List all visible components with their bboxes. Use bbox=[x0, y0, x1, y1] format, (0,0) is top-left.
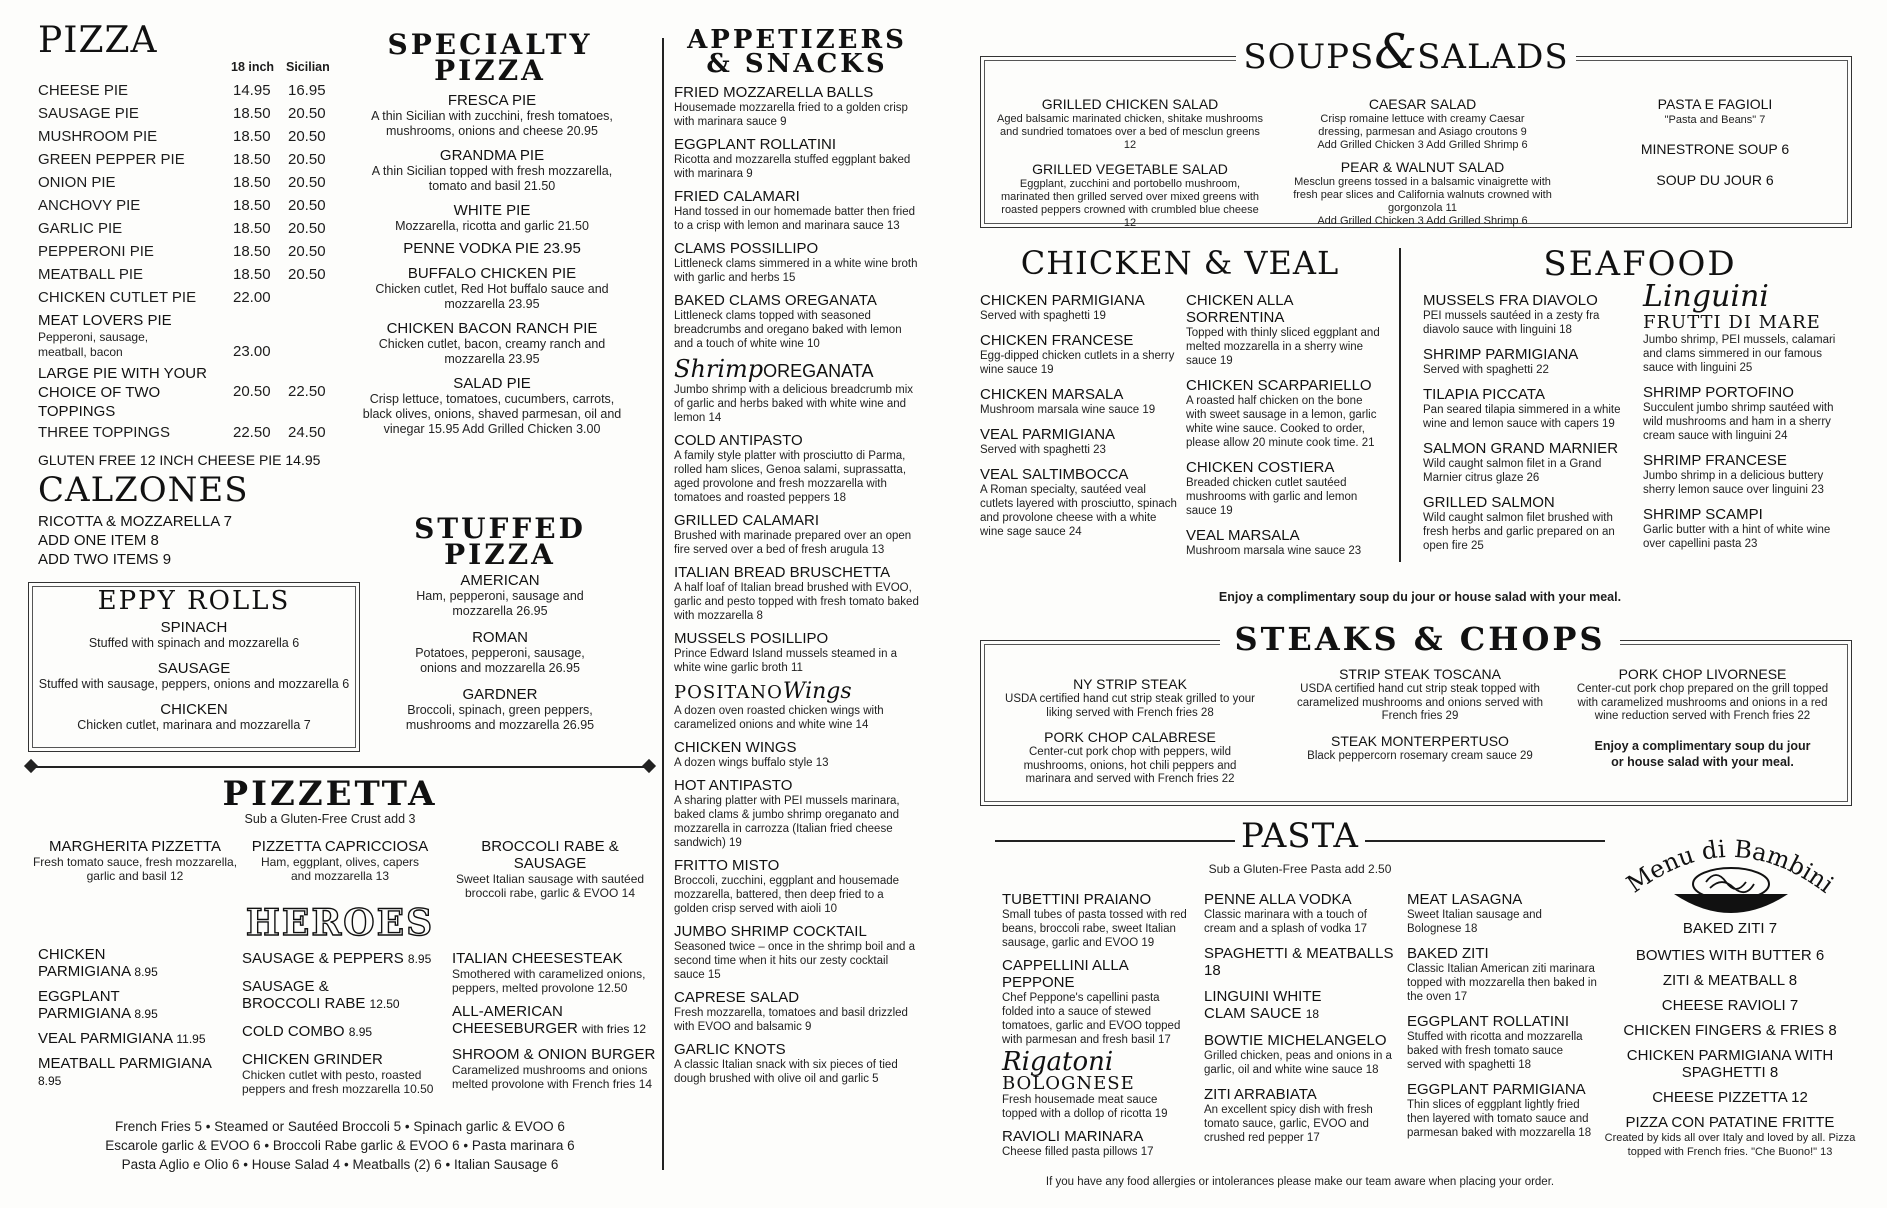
appetizer-item: EGGPLANT ROLLATINI Ricotta and mozzarella stuffed eggplant baked with marinara 9 bbox=[674, 136, 911, 180]
pizza-row: PEPPERONI PIE 18.50 20.50 bbox=[38, 243, 326, 260]
pizza-row-meat-lovers: MEAT LOVERS PIE Pepperoni, sausage, meatball, bacon 23.00 bbox=[38, 312, 271, 360]
pasta-item: RAVIOLI MARINARA Cheese filled pasta pillows 17 bbox=[1002, 1128, 1154, 1158]
allergy-note: If you have any food allergies or intolerances please make our team aware when placing your order. bbox=[1045, 1176, 1555, 1188]
pasta-title: PASTA bbox=[1241, 816, 1359, 856]
chicken-item: VEAL PARMIGIANA Served with spaghetti 23 bbox=[980, 426, 1116, 456]
hero-item: SHROOM & ONION BURGER Caramelized mushrooms and onions melted provolone with French fries 14 bbox=[452, 1046, 656, 1091]
appetizer-item: ITALIAN BREAD BRUSCHETTA A half loaf of Italian bread brushed with EVOO, garlic and pesto topped with fresh tomato baked with mozzarella 8 bbox=[674, 564, 919, 622]
appetizer-item: GRILLED CALAMARI Brushed with marinade prepared over an open fire served over a bed of fresh arugula 13 bbox=[674, 512, 912, 556]
heroes-col-3 bbox=[452, 950, 662, 1091]
heroes-title: HEROES bbox=[245, 902, 435, 944]
appetizer-item: CHICKEN WINGS A dozen wings buffalo style 13 bbox=[674, 739, 829, 769]
calzones-title: CALZONES bbox=[38, 470, 249, 510]
pizzetta-item: PIZZETTA CAPRICCIOSA Ham, eggplant, olives, capers and mozzarella 13 bbox=[251, 838, 429, 883]
bambini-item: CHICKEN PARMIGIANA WITH SPAGHETTI 8 bbox=[1626, 1047, 1834, 1081]
sides-line: French Fries 5 • Steamed or Sautéed Broccoli 5 • Spinach garlic & EVOO 6 bbox=[115, 1119, 565, 1134]
pasta-item: Rigatoni BOLOGNESE Fresh housemade meat sauce topped with a dollop of ricotta 19 bbox=[1002, 1047, 1168, 1120]
pizza-header-sicilian: Sicilian bbox=[286, 60, 330, 74]
appetizer-item: FRIED MOZZARELLA BALLS Housemade mozzarella fried to a golden crisp with marinara sauce 9 bbox=[674, 84, 908, 128]
heroes-col-2 bbox=[242, 950, 442, 1096]
chicken-item: VEAL SALTIMBOCCA A Roman specialty, sautéed veal cutlets layered with prosciutto, spinach and provolone cheese with a white wine sage sauce 24 bbox=[980, 466, 1177, 538]
specialty-item: GRANDMA PIE A thin Sicilian topped with fresh mozzarella, tomato and basil 21.50 bbox=[371, 147, 613, 193]
soups-col-2 bbox=[1285, 96, 1560, 228]
chicken-item: VEAL MARSALA Mushroom marsala wine sauce 23 bbox=[1186, 527, 1362, 557]
pasta-sub: Sub a Gluten-Free Pasta add 2.50 bbox=[1208, 862, 1392, 876]
pizza-row: ONION PIE 18.50 20.50 bbox=[38, 174, 326, 191]
seafood-title: SEAFOOD bbox=[1543, 244, 1737, 284]
pizza-row: ANCHOVY PIE 18.50 20.50 bbox=[38, 197, 326, 214]
pizza-row: GREEN PEPPER PIE 18.50 20.50 bbox=[38, 151, 326, 168]
steak-item: PORK CHOP LIVORNESE Center-cut pork chop prepared on the grill topped with caramelized mushrooms and onions in a red wine reduction served with French fries 22 bbox=[1576, 666, 1829, 722]
calzone-item: RICOTTA & MOZZARELLA 7 bbox=[38, 513, 232, 530]
pasta-item: BOWTIE MICHELANGELO Grilled chicken, peas and onions in a garlic, oil and white wine sauce 18 bbox=[1204, 1032, 1392, 1076]
salad-item: GRILLED VEGETABLE SALAD Eggplant, zucchini and portobello mushroom, marinated then grilled served over mixed greens with roasted peppers crowned with crumbled blue cheese 12 bbox=[1000, 161, 1260, 229]
pizza-row: CHICKEN CUTLET PIE 22.00 bbox=[38, 289, 271, 306]
pizzetta-title: PIZZETTA bbox=[222, 774, 438, 814]
pizza-row-three: THREE TOPPINGS 22.50 24.50 bbox=[38, 424, 326, 441]
chicken-item: CHICKEN SCARPARIELLO A roasted half chicken on the bone with sweet sausage in a lemon, garlic white wine sauce. Cooked to order, please allow 20 minute cook time. 21 bbox=[1186, 377, 1377, 449]
seafood-item: SHRIMP PARMIGIANA Served with spaghetti 22 bbox=[1423, 346, 1579, 376]
pizza-row-large: LARGE PIE WITH YOUR CHOICE OF TWO TOPPINGS 20.50 22.50 bbox=[38, 365, 326, 420]
eppy-rolls-title: EPPY ROLLS bbox=[97, 586, 291, 616]
pizzetta-item: BROCCOLI RABE & SAUSAGE Sweet Italian sausage with sautéed broccoli rabe, garlic & EVOO 14 bbox=[455, 838, 645, 900]
sides-line: Escarole garlic & EVOO 6 • Broccoli Rabe garlic & EVOO 6 • Pasta marinara 6 bbox=[105, 1138, 575, 1153]
appetizers-title: APPETIZERS & SNACKS bbox=[687, 25, 907, 79]
pasta-rule-left bbox=[995, 840, 1235, 842]
seafood-item: GRILLED SALMON Wild caught salmon filet brushed with fresh herbs and garlic prepared on an open fire 25 bbox=[1423, 494, 1615, 552]
stuffed-pizza-list bbox=[375, 572, 625, 733]
appetizer-item: GARLIC KNOTS A classic Italian snack with six pieces of tied dough brushed with olive oil and garlic 5 bbox=[674, 1041, 898, 1085]
hero-item: SAUSAGE & BROCCOLI RABE 12.50 bbox=[242, 978, 400, 1012]
seafood-col-2 bbox=[1643, 279, 1848, 551]
enjoy-note-1: Enjoy a complimentary soup du jour or house salad with your meal. bbox=[1218, 590, 1622, 604]
specialty-item: PENNE VODKA PIE 23.95 bbox=[403, 240, 581, 257]
soup-item: PASTA E FAGIOLI "Pasta and Beans" 7 bbox=[1657, 96, 1773, 126]
steaks-col-2 bbox=[1290, 666, 1550, 763]
steak-item: PORK CHOP CALABRESE Center-cut pork chop with peppers, wild mushrooms, onions, hot chili peppers and marinara and served with French fries 22 bbox=[1023, 729, 1237, 785]
salad-item: CAESAR SALAD Crisp romaine lettuce with creamy Caesar dressing, parmesan and Asiago croutons 9 Add Grilled Chicken 3 Add Grilled Shrimp 6 bbox=[1317, 96, 1528, 151]
seafood-item: SHRIMP PORTOFINO Succulent jumbo shrimp sautéed with wild mushrooms and ham in a sherry cream sauce with linguini 24 bbox=[1643, 384, 1834, 442]
hero-item: MEATBALL PARMIGIANA 8.95 bbox=[38, 1055, 212, 1088]
hero-item: VEAL PARMIGIANA 11.95 bbox=[38, 1030, 206, 1047]
pasta-item: BAKED ZITI Classic Italian American ziti marinara topped with mozzarella then baked in the oven 17 bbox=[1407, 945, 1597, 1003]
steaks-col-3 bbox=[1570, 666, 1835, 770]
pizza-gluten-free: GLUTEN FREE 12 INCH CHEESE PIE 14.95 bbox=[38, 452, 321, 468]
steak-item: STEAK MONTERPERTUSO Black peppercorn rosemary cream sauce 29 bbox=[1307, 732, 1533, 762]
pizza-price-list bbox=[38, 79, 343, 469]
pasta-item: PENNE ALLA VODKA Classic marinara with a touch of cream and a splash of vodka 17 bbox=[1204, 891, 1368, 935]
pizza-row: GARLIC PIE 18.50 20.50 bbox=[38, 220, 326, 237]
seafood-item: MUSSELS FRA DIAVOLO PEI mussels sautéed in a zesty fra diavolo sauce with linguini 18 bbox=[1423, 292, 1600, 336]
pasta-item: EGGPLANT PARMIGIANA Thin slices of eggplant lightly fried then layered with tomato sauce and parmesan baked with mozzarella 18 bbox=[1407, 1081, 1592, 1139]
seafood-item: TILAPIA PICCATA Pan seared tilapia simmered in a white wine and lemon sauce with capers 19 bbox=[1423, 386, 1621, 430]
bambini-item: BOWTIES WITH BUTTER 6 bbox=[1635, 947, 1825, 964]
seafood-item: SHRIMP SCAMPI Garlic butter with a hint of white wine over capellini pasta 23 bbox=[1643, 506, 1831, 550]
pasta-item: SPAGHETTI & MEATBALLS 18 bbox=[1204, 945, 1394, 979]
bambini-item: PIZZA CON PATATINE FRITTE Created by kids all over Italy and loved by all. Pizza topped with French fries. "Che Buono!" 13 bbox=[1604, 1114, 1856, 1158]
seafood-col-1 bbox=[1423, 292, 1628, 553]
column-divider bbox=[662, 38, 664, 1170]
salad-item: PEAR & WALNUT SALAD Mesclun greens tossed in a balsamic vinaigrette with fresh pear slices and California walnuts crowned with gorgonzola 11 Add Grilled Chicken 3 Add Grilled Shrimp 6 bbox=[1293, 159, 1552, 227]
pasta-col-1 bbox=[1002, 891, 1194, 1159]
left-divider bbox=[30, 766, 650, 768]
hero-item: SAUSAGE & PEPPERS 8.95 bbox=[242, 950, 432, 967]
appetizer-item: ShrimpOREGANATA Jumbo shrimp with a delicious breadcrumb mix of garlic and herbs baked with white wine and lemon 14 bbox=[674, 355, 914, 424]
calzone-item: ADD TWO ITEMS 9 bbox=[38, 551, 172, 568]
steak-item: NY STRIP STEAK USDA certified hand cut strip steak grilled to your liking served with French fries 28 bbox=[1005, 676, 1255, 719]
appetizer-item: COLD ANTIPASTO A family style platter with prosciutto di Parma, rolled ham slices, Genoa salami, suprassatta, aged provolone and fresh mozzarella with tomatoes and roasted peppers 18 bbox=[674, 432, 907, 504]
chicken-veal-title: CHICKEN & VEAL bbox=[1020, 244, 1340, 282]
pizza-title: PIZZA bbox=[38, 20, 158, 61]
eppy-item: SPINACH Stuffed with spinach and mozzarella 6 bbox=[88, 619, 300, 650]
sides-line: Pasta Aglio e Olio 6 • House Salad 4 • Meatballs (2) 6 • Italian Sausage 6 bbox=[121, 1157, 559, 1172]
pasta-item: MEAT LASAGNA Sweet Italian sausage and Bolognese 18 bbox=[1407, 891, 1542, 935]
soups-col-1 bbox=[995, 96, 1265, 230]
specialty-pizza-title: SPECIALTY PIZZA bbox=[387, 28, 593, 87]
sides-list bbox=[60, 1117, 620, 1174]
seafood-item: SHRIMP FRANCESE Jumbo shrimp in a delicious buttery sherry lemon sauce over linguini 23 bbox=[1643, 452, 1824, 496]
bambini-item: CHEESE RAVIOLI 7 bbox=[1661, 997, 1799, 1014]
pasta-col-3 bbox=[1407, 891, 1599, 1140]
appetizer-item: HOT ANTIPASTO A sharing platter with PEI mussels marinara, baked clams & jumbo shrimp oreganato and mozzarella in carrozza (Italian fried cheese sandwich) 19 bbox=[674, 777, 900, 849]
calzone-item: ADD ONE ITEM 8 bbox=[38, 532, 159, 549]
eppy-rolls-box bbox=[28, 586, 360, 732]
pasta-item: LINGUINI WHITE CLAM SAUCE 18 bbox=[1204, 988, 1322, 1022]
steaks-col-1 bbox=[1000, 676, 1260, 787]
hero-item: CHICKEN GRINDER Chicken cutlet with pesto, roasted peppers and fresh mozzarella 10.50 bbox=[242, 1051, 434, 1096]
pasta-rule-right bbox=[1365, 840, 1605, 842]
hero-item: CHICKEN PARMIGIANA 8.95 bbox=[38, 946, 158, 980]
stuffed-item: ROMAN Potatoes, pepperoni, sausage, onions and mozzarella 26.95 bbox=[415, 629, 585, 675]
heroes-col-1 bbox=[38, 946, 238, 1090]
chicken-item: CHICKEN ALLA SORRENTINA Topped with thinly sliced eggplant and melted mozzarella in a sherry wine sauce 19 bbox=[1186, 292, 1380, 367]
bambini-item: ZITI & MEATBALL 8 bbox=[1662, 972, 1798, 989]
divider-arrow-icon bbox=[24, 759, 38, 773]
pizzetta-sub: Sub a Gluten-Free Crust add 3 bbox=[244, 812, 416, 826]
pasta-item: CAPPELLINI ALLA PEPPONE Chef Peppone's capellini pasta folded into a sauce of stewed tomatoes, garlic and EVOO topped with parmesan and fresh basil 17 bbox=[1002, 957, 1181, 1046]
seafood-item-linguini: Linguini FRUTTI DI MARE Jumbo shrimp, PEI mussels, calamari and clams simmered in our famous sauce with linguini 25 bbox=[1643, 279, 1836, 374]
calzones-list bbox=[38, 512, 232, 569]
appetizers-list bbox=[674, 84, 919, 1086]
salad-item: GRILLED CHICKEN SALAD Aged balsamic marinated chicken, shitake mushrooms and sundried tomatoes over a bed of mesclun greens 12 bbox=[997, 96, 1263, 151]
bambini-item: CHEESE PIZZETTA 12 bbox=[1652, 1089, 1808, 1106]
pasta-col-2 bbox=[1204, 891, 1396, 1145]
hero-item: EGGPLANT PARMIGIANA 8.95 bbox=[38, 988, 158, 1022]
eppy-item: SAUSAGE Stuffed with sausage, peppers, onions and mozzarella 6 bbox=[38, 660, 350, 691]
chicken-col-2 bbox=[1186, 292, 1386, 558]
specialty-item: WHITE PIE Mozzarella, ricotta and garlic 21.50 bbox=[395, 202, 589, 233]
appetizer-item: JUMBO SHRIMP COCKTAIL Seasoned twice – once in the shrimp boil and a second time when it hits our zesty cocktail sauce 15 bbox=[674, 923, 916, 981]
specialty-item: FRESCA PIE A thin Sicilian with zucchini, fresh tomatoes, mushrooms, onions and cheese 20.95 bbox=[371, 92, 613, 138]
bambini-item: CHICKEN FINGERS & FRIES 8 bbox=[1623, 1022, 1837, 1039]
stuffed-item: GARDNER Broccoli, spinach, green peppers, mushrooms and mozzarella 26.95 bbox=[405, 686, 595, 732]
pizza-row: SAUSAGE PIE 18.50 20.50 bbox=[38, 105, 326, 122]
bambini-item: BAKED ZITI 7 bbox=[1682, 920, 1778, 937]
pizza-header-18-inch: 18 inch bbox=[231, 60, 275, 74]
chicken-item: CHICKEN COSTIERA Breaded chicken cutlet sautéed mushrooms with garlic and lemon sauce 19 bbox=[1186, 459, 1358, 517]
pasta-bowl-icon bbox=[1666, 862, 1796, 922]
pizza-row: MEATBALL PIE 18.50 20.50 bbox=[38, 266, 326, 283]
chicken-item: CHICKEN MARSALA Mushroom marsala wine sauce 19 bbox=[980, 386, 1156, 416]
chicken-col-1 bbox=[980, 292, 1180, 539]
soup-item: MINESTRONE SOUP 6 bbox=[1640, 141, 1790, 157]
divider-arrow-icon bbox=[642, 759, 656, 773]
seafood-item: SALMON GRAND MARNIER Wild caught salmon filet in a Grand Marnier citrus glaze 26 bbox=[1423, 440, 1619, 484]
eppy-item: CHICKEN Chicken cutlet, marinara and mozzarella 7 bbox=[77, 701, 311, 732]
chicken-seafood-divider bbox=[1399, 248, 1401, 562]
specialty-item: CHICKEN BACON RANCH PIE Chicken cutlet, bacon, creamy ranch and mozzarella 23.95 bbox=[378, 320, 606, 366]
bambini-title: Menu di Bambini bbox=[1621, 834, 1839, 899]
steak-item: STRIP STEAK TOSCANA USDA certified hand cut strip steak topped with caramelized mushrooms and onions served with French fries 29 bbox=[1296, 666, 1544, 722]
hero-item: COLD COMBO 8.95 bbox=[242, 1023, 373, 1040]
specialty-item: SALAD PIE Crisp lettuce, tomatoes, cucumbers, carrots, black olives, onions, shaved parmesan, oil and vinegar 15.95 Add Grilled Chicken 3.00 bbox=[362, 375, 622, 436]
hero-item: ITALIAN CHEESESTEAK Smothered with caramelized onions, peppers, melted provolone 12.50 bbox=[452, 950, 646, 995]
chicken-item: CHICKEN PARMIGIANA Served with spaghetti 19 bbox=[980, 292, 1145, 322]
pizza-row: CHEESE PIE 14.95 16.95 bbox=[38, 82, 326, 99]
stuffed-pizza-title: STUFFED PIZZA bbox=[414, 512, 586, 571]
specialty-pizza-list bbox=[362, 92, 622, 437]
appetizer-item: FRIED CALAMARI Hand tossed in our homemade batter then fried to a crisp with lemon and marinara sauce 13 bbox=[674, 188, 916, 232]
pasta-item: TUBETTINI PRAIANO Small tubes of pasta tossed with red beans, broccoli rabe, sweet Italian sausage, garlic and EVOO 19 bbox=[1002, 891, 1187, 949]
hero-item: ALL-AMERICAN CHEESEBURGER with fries 12 bbox=[452, 1003, 647, 1037]
steaks-title: STEAKS & CHOPS bbox=[1220, 620, 1620, 658]
stuffed-item: AMERICAN Ham, pepperoni, sausage and mozzarella 26.95 bbox=[416, 572, 584, 618]
pizzetta-item: MARGHERITA PIZZETTA Fresh tomato sauce, fresh mozzarella, garlic and basil 12 bbox=[32, 838, 238, 883]
appetizer-item: MUSSELS POSILLIPO Prince Edward Island mussels steamed in a white wine garlic broth 11 bbox=[674, 630, 898, 674]
pizza-row: MUSHROOM PIE 18.50 20.50 bbox=[38, 128, 326, 145]
soups-salads-title: SOUPS&SALADS bbox=[1236, 24, 1576, 80]
soup-item: SOUP DU JOUR 6 bbox=[1656, 172, 1774, 188]
appetizer-item: CAPRESE SALAD Fresh mozzarella, tomatoes and basil drizzled with EVOO and balsamic 9 bbox=[674, 989, 908, 1033]
pasta-item: EGGPLANT ROLLATINI Stuffed with ricotta and mozzarella baked with fresh tomato sauce served with spaghetti 18 bbox=[1407, 1013, 1583, 1071]
appetizer-item: POSITANOWings A dozen oven roasted chicken wings with caramelized onions and white wine 14 bbox=[674, 679, 884, 731]
appetizer-item: FRITTO MISTO Broccoli, zucchini, eggplant and housemade mozzarella, battered, then deep fried to a golden crisp served with aioli 10 bbox=[674, 857, 900, 915]
appetizer-item: CLAMS POSSILLIPO Littleneck clams simmered in a white wine broth with garlic and herbs 15 bbox=[674, 240, 918, 284]
specialty-item: BUFFALO CHICKEN PIE Chicken cutlet, Red Hot buffalo sauce and mozzarella 23.95 bbox=[375, 265, 609, 311]
pasta-item: ZITI ARRABIATA An excellent spicy dish with fresh tomato sauce, garlic, EVOO and crushed red pepper 17 bbox=[1204, 1086, 1373, 1144]
enjoy-note-2: Enjoy a complimentary soup du jour or house salad with your meal. bbox=[1594, 738, 1811, 769]
soups-col-3 bbox=[1600, 96, 1830, 189]
chicken-item: CHICKEN FRANCESE Egg-dipped chicken cutlets in a sherry wine sauce 19 bbox=[980, 332, 1175, 376]
bambini-list bbox=[1604, 920, 1856, 1159]
appetizer-item: BAKED CLAMS OREGANATA Littleneck clams topped with seasoned breadcrumbs and oregano baked with lemon and a touch of white wine 10 bbox=[674, 292, 902, 350]
